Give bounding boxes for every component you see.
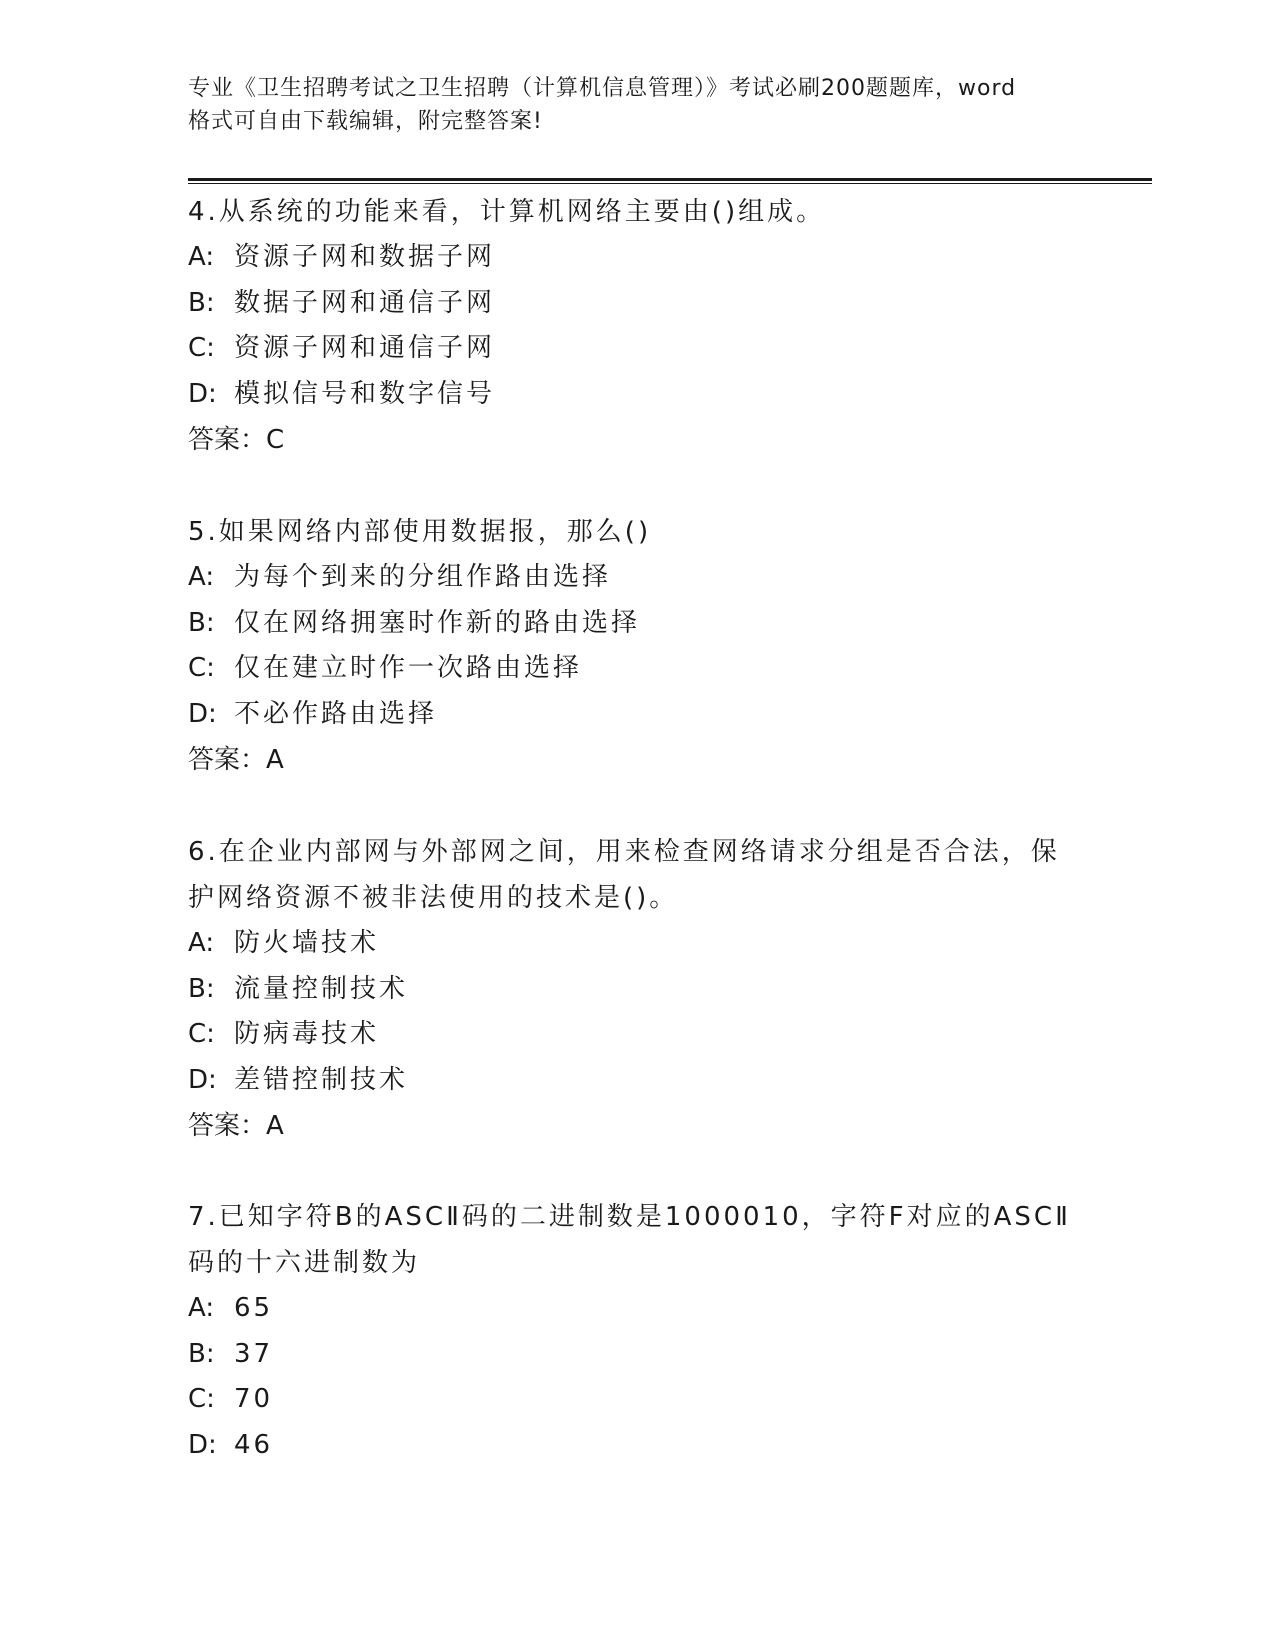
option-key: D: <box>188 1429 217 1460</box>
question-6-option-b <box>188 967 1088 1013</box>
option-text: 37 <box>234 1338 274 1369</box>
option-text: 70 <box>234 1384 274 1414</box>
question-4-option-a <box>188 235 1088 281</box>
question-7-option-d <box>188 1423 1088 1469</box>
question-7 <box>188 1194 1088 1468</box>
option-text: 仅在建立时作一次路由选择 <box>234 653 583 683</box>
question-5 <box>188 509 1088 783</box>
question-7-option-a <box>188 1286 1088 1332</box>
header-divider-thin <box>188 183 1152 184</box>
question-7-option-b <box>188 1332 1088 1378</box>
option-text: 模拟信号和数字信号 <box>234 378 496 409</box>
question-4-answer: 答案：C <box>188 425 285 455</box>
question-7-stem-line-2: 码的十六进制数为 <box>188 1248 421 1278</box>
option-key: A: <box>188 562 215 592</box>
question-6-answer: 答案：A <box>188 1111 284 1141</box>
question-7-option-c <box>188 1377 1088 1423</box>
option-text: 65 <box>234 1293 274 1323</box>
question-5-option-c <box>188 646 1088 692</box>
option-text: 流量控制技术 <box>234 973 409 1004</box>
question-4-option-c <box>188 326 1088 372</box>
question-6 <box>188 829 1088 1149</box>
question-4-option-b <box>188 281 1088 327</box>
question-4-option-d <box>188 372 1088 418</box>
option-key: A: <box>188 242 215 272</box>
option-text: 资源子网和数据子网 <box>234 242 496 272</box>
option-key: A: <box>188 928 215 958</box>
option-key: D: <box>188 698 217 729</box>
option-text: 防病毒技术 <box>234 1019 380 1049</box>
option-text: 资源子网和通信子网 <box>234 333 496 363</box>
option-key: B: <box>188 607 215 638</box>
question-7-stem-line-1: 7.已知字符B的ASCⅡ码的二进制数是1000010，字符F对应的ASCⅡ <box>188 1202 1071 1232</box>
question-4-stem: 4.从系统的功能来看，计算机网络主要由()组成。 <box>188 197 826 227</box>
document-header <box>188 72 1088 138</box>
option-key: C: <box>188 1019 215 1049</box>
option-text: 仅在网络拥塞时作新的路由选择 <box>234 607 641 638</box>
question-5-stem: 5.如果网络内部使用数据报，那么() <box>188 517 652 547</box>
question-6-stem-line-2: 护网络资源不被非法使用的技术是()。 <box>188 883 679 913</box>
option-key: D: <box>188 1064 217 1095</box>
option-text: 差错控制技术 <box>234 1064 409 1095</box>
question-4 <box>188 189 1088 463</box>
option-text: 为每个到来的分组作路由选择 <box>234 562 612 592</box>
question-6-stem-line-1: 6.在企业内部网与外部网之间，用来检查网络请求分组是否合法，保 <box>188 837 1060 867</box>
option-text: 46 <box>234 1429 274 1460</box>
question-6-option-d <box>188 1058 1088 1104</box>
option-key: A: <box>188 1293 215 1323</box>
question-5-option-a <box>188 555 1088 601</box>
header-title-line-2: 格式可自由下载编辑，附完整答案! <box>188 109 543 134</box>
question-5-option-b <box>188 601 1088 647</box>
option-text: 数据子网和通信子网 <box>234 287 496 318</box>
header-divider-thick <box>188 178 1152 181</box>
option-text: 防火墙技术 <box>234 928 380 958</box>
option-key: B: <box>188 1338 215 1369</box>
option-key: C: <box>188 653 215 683</box>
option-text: 不必作路由选择 <box>234 698 438 729</box>
option-key: D: <box>188 378 217 409</box>
option-key: B: <box>188 973 215 1004</box>
question-5-answer: 答案：A <box>188 745 284 775</box>
question-5-option-d <box>188 692 1088 738</box>
option-key: B: <box>188 287 215 318</box>
option-key: C: <box>188 1384 215 1414</box>
question-6-option-a <box>188 921 1088 967</box>
question-6-option-c <box>188 1012 1088 1058</box>
header-title-line-1: 专业《卫生招聘考试之卫生招聘（计算机信息管理）》考试必刷200题题库，word <box>188 76 1017 101</box>
option-key: C: <box>188 333 215 363</box>
